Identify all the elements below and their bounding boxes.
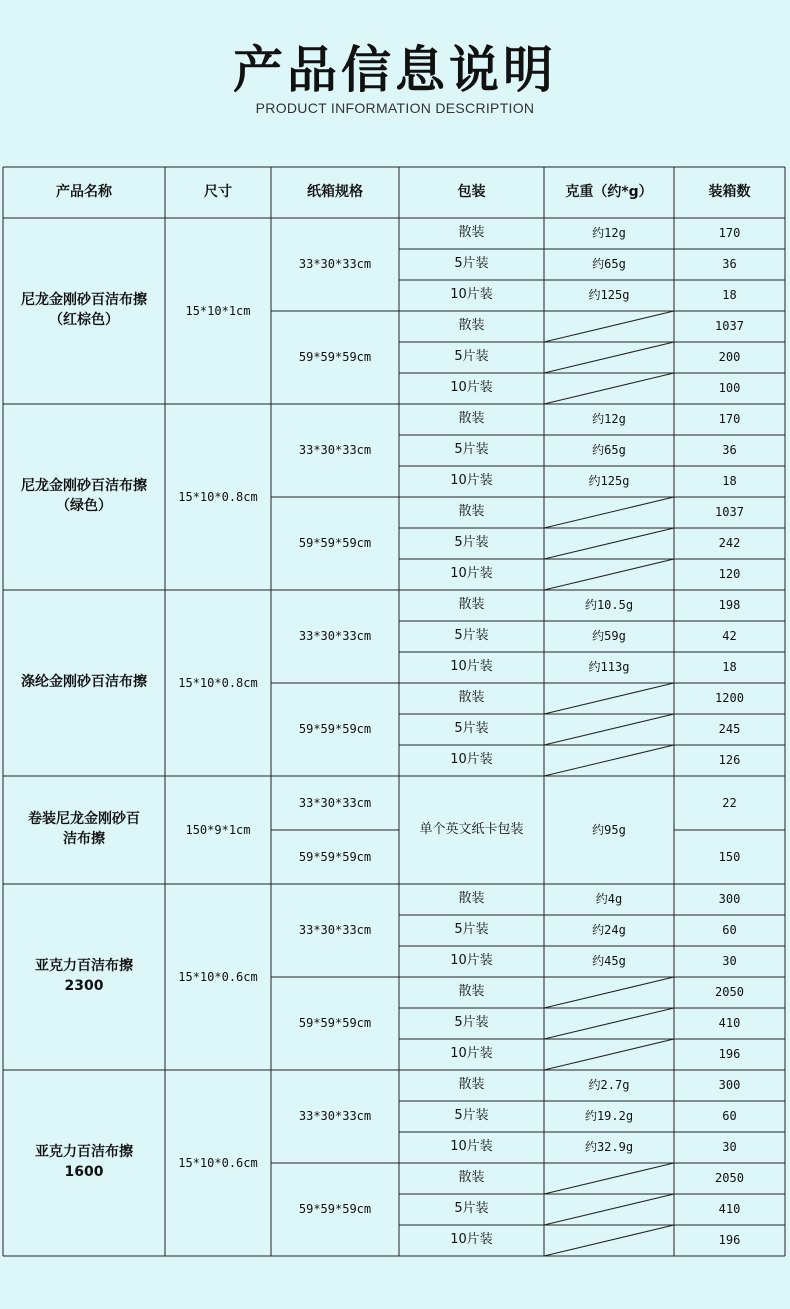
weight-cell: 约32.9g	[584, 1140, 634, 1155]
size-cell: 15*10*0.6cm	[178, 1155, 258, 1170]
product-name-cell: 亚克力百洁布擦 2300	[35, 958, 133, 994]
empty-cell-slash	[544, 497, 674, 528]
packaging-cell: 10片装	[450, 953, 493, 969]
carton-count-cell: 22	[722, 795, 737, 810]
carton-spec-cell: 59*59*59cm	[298, 1016, 372, 1031]
empty-cell-slash	[544, 342, 674, 373]
carton-count-cell: 60	[722, 1109, 737, 1124]
empty-cell-slash	[544, 745, 674, 776]
weight-cell: 约24g	[592, 923, 626, 938]
packaging-cell: 5片装	[454, 922, 489, 938]
product-name-cell: 卷装尼龙金刚砂百 洁布擦	[28, 811, 140, 847]
column-header: 装箱数	[708, 183, 751, 200]
packaging-cell: 5片装	[454, 1108, 489, 1124]
carton-count-cell: 36	[722, 443, 737, 458]
size-cell: 15*10*0.6cm	[178, 969, 258, 984]
weight-cell: 约125g	[588, 474, 630, 489]
packaging-cell: 10片装	[450, 1046, 493, 1062]
size-cell: 15*10*0.8cm	[178, 489, 258, 504]
weight-cell: 约12g	[592, 412, 626, 427]
empty-cell-slash	[544, 1008, 674, 1039]
carton-spec-cell: 33*30*33cm	[298, 1109, 372, 1124]
carton-count-cell: 1037	[715, 505, 744, 520]
weight-cell: 约95g	[592, 822, 626, 837]
carton-count-cell: 30	[722, 954, 737, 969]
packaging-cell: 10片装	[450, 566, 493, 582]
carton-spec-cell: 59*59*59cm	[298, 350, 372, 365]
weight-cell: 约10.5g	[584, 598, 634, 613]
carton-count-cell: 200	[718, 350, 741, 365]
product-name-cell: 尼龙金刚砂百洁布擦 （绿色）	[21, 478, 147, 514]
size-cell: 15*10*0.8cm	[178, 675, 258, 690]
size-cell: 15*10*1cm	[185, 303, 251, 318]
product-name-cell: 涤纶金刚砂百洁布擦	[21, 674, 147, 691]
carton-count-cell: 1037	[715, 319, 744, 334]
packaging-cell: 5片装	[454, 1015, 489, 1031]
empty-cell-slash	[544, 528, 674, 559]
carton-count-cell: 198	[718, 598, 741, 613]
carton-count-cell: 245	[718, 722, 741, 737]
weight-cell: 约65g	[592, 257, 626, 272]
carton-count-cell: 18	[722, 660, 737, 675]
carton-count-cell: 300	[718, 1078, 741, 1093]
packaging-cell: 5片装	[454, 256, 489, 272]
carton-count-cell: 18	[722, 288, 737, 303]
packaging-cell: 5片装	[454, 1201, 489, 1217]
carton-count-cell: 170	[718, 226, 741, 241]
packaging-cell: 10片装	[450, 473, 493, 489]
size-cell: 150*9*1cm	[185, 822, 251, 837]
carton-count-cell: 1200	[715, 691, 744, 706]
packaging-cell: 散装	[458, 1077, 485, 1093]
packaging-cell: 10片装	[450, 287, 493, 303]
carton-spec-cell: 33*30*33cm	[298, 443, 372, 458]
carton-count-cell: 242	[718, 536, 741, 551]
carton-count-cell: 60	[722, 923, 737, 938]
empty-cell-slash	[544, 1039, 674, 1070]
packaging-cell: 10片装	[450, 1139, 493, 1155]
empty-cell-slash	[544, 977, 674, 1008]
weight-cell: 约45g	[592, 954, 626, 969]
column-header: 包装	[457, 183, 486, 200]
carton-count-cell: 42	[722, 629, 737, 644]
packaging-cell: 散装	[458, 504, 485, 520]
product-info-table	[3, 167, 785, 1257]
packaging-cell: 散装	[458, 597, 485, 613]
empty-cell-slash	[544, 1225, 674, 1256]
page-subtitle: PRODUCT INFORMATION DESCRIPTION	[255, 100, 535, 116]
column-header: 产品名称	[56, 183, 112, 200]
empty-cell-slash	[544, 311, 674, 342]
packaging-cell: 10片装	[450, 659, 493, 675]
carton-count-cell: 2050	[715, 985, 744, 1000]
packaging-cell: 5片装	[454, 535, 489, 551]
carton-count-cell: 300	[718, 892, 741, 907]
product-name-cell: 尼龙金刚砂百洁布擦 （红棕色）	[21, 292, 147, 328]
packaging-cell: 5片装	[454, 349, 489, 365]
carton-count-cell: 2050	[715, 1171, 744, 1186]
carton-spec-cell: 59*59*59cm	[298, 1202, 372, 1217]
product-name-cell: 亚克力百洁布擦 1600	[35, 1144, 133, 1180]
carton-spec-cell: 33*30*33cm	[298, 795, 372, 810]
packaging-cell: 散装	[458, 690, 485, 706]
packaging-cell: 散装	[458, 411, 485, 427]
empty-cell-slash	[544, 1194, 674, 1225]
weight-cell: 约12g	[592, 226, 626, 241]
carton-spec-cell: 33*30*33cm	[298, 923, 372, 938]
carton-count-cell: 196	[718, 1233, 741, 1248]
carton-spec-cell: 33*30*33cm	[298, 257, 372, 272]
carton-count-cell: 36	[722, 257, 737, 272]
carton-count-cell: 100	[718, 381, 741, 396]
packaging-cell: 散装	[458, 1170, 485, 1186]
carton-spec-cell: 33*30*33cm	[298, 629, 372, 644]
carton-count-cell: 410	[718, 1016, 741, 1031]
carton-count-cell: 120	[718, 567, 741, 582]
carton-count-cell: 170	[718, 412, 741, 427]
weight-cell: 约4g	[595, 892, 623, 907]
weight-cell: 约59g	[592, 629, 626, 644]
empty-cell-slash	[544, 1163, 674, 1194]
packaging-cell: 单个英文纸卡包装	[419, 821, 524, 837]
column-header: 纸箱规格	[307, 183, 363, 200]
carton-spec-cell: 59*59*59cm	[298, 849, 372, 864]
empty-cell-slash	[544, 714, 674, 745]
packaging-cell: 10片装	[450, 380, 493, 396]
packaging-cell: 5片装	[454, 721, 489, 737]
empty-cell-slash	[544, 559, 674, 590]
carton-count-cell: 30	[722, 1140, 737, 1155]
weight-cell: 约113g	[588, 660, 630, 675]
carton-count-cell: 18	[722, 474, 737, 489]
weight-cell: 约2.7g	[588, 1078, 630, 1093]
carton-spec-cell: 59*59*59cm	[298, 536, 372, 551]
packaging-cell: 散装	[458, 225, 485, 241]
packaging-cell: 10片装	[450, 1232, 493, 1248]
packaging-cell: 5片装	[454, 628, 489, 644]
carton-count-cell: 196	[718, 1047, 741, 1062]
weight-cell: 约19.2g	[584, 1109, 634, 1124]
packaging-cell: 5片装	[454, 442, 489, 458]
carton-count-cell: 410	[718, 1202, 741, 1217]
carton-count-cell: 126	[718, 753, 741, 768]
carton-spec-cell: 59*59*59cm	[298, 722, 372, 737]
empty-cell-slash	[544, 373, 674, 404]
empty-cell-slash	[544, 683, 674, 714]
page-title: 产品信息说明	[233, 41, 557, 99]
column-header: 尺寸	[204, 183, 232, 200]
carton-count-cell: 150	[718, 849, 741, 864]
packaging-cell: 散装	[458, 984, 485, 1000]
column-header: 克重（约*g）	[565, 183, 653, 200]
packaging-cell: 10片装	[450, 752, 493, 768]
packaging-cell: 散装	[458, 318, 485, 334]
packaging-cell: 散装	[458, 891, 485, 907]
weight-cell: 约65g	[592, 443, 626, 458]
weight-cell: 约125g	[588, 288, 630, 303]
